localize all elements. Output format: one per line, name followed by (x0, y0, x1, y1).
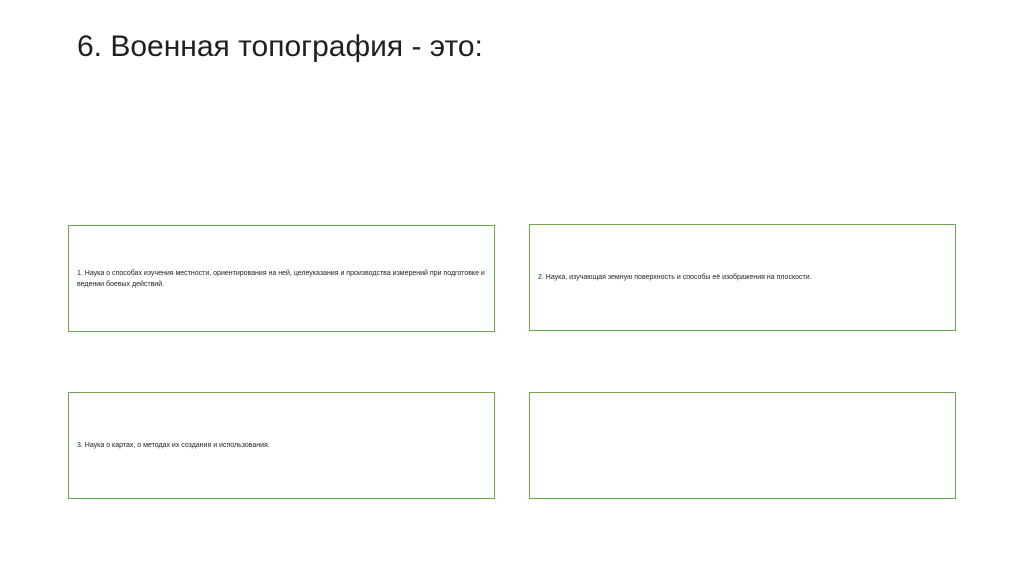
answer-option-3[interactable] (68, 392, 495, 499)
answer-option-1-text: 1. Наука о способах изучения местности, ориентирования на ней, целеуказания и производства измерений при подготовке и ведении боевых действий. (77, 269, 485, 288)
answer-option-4[interactable] (529, 392, 956, 499)
answer-option-2-text: 2. Наука, изучающая земную поверхность и способы её изображения на плоскости. (538, 274, 812, 281)
answer-option-2[interactable] (529, 224, 956, 331)
answer-option-1[interactable] (68, 225, 495, 332)
slide-title: 6. Военная топография - это: (77, 30, 483, 63)
answer-option-3-text: 3. Наука о картах, о методах их создания и использования. (77, 442, 270, 449)
